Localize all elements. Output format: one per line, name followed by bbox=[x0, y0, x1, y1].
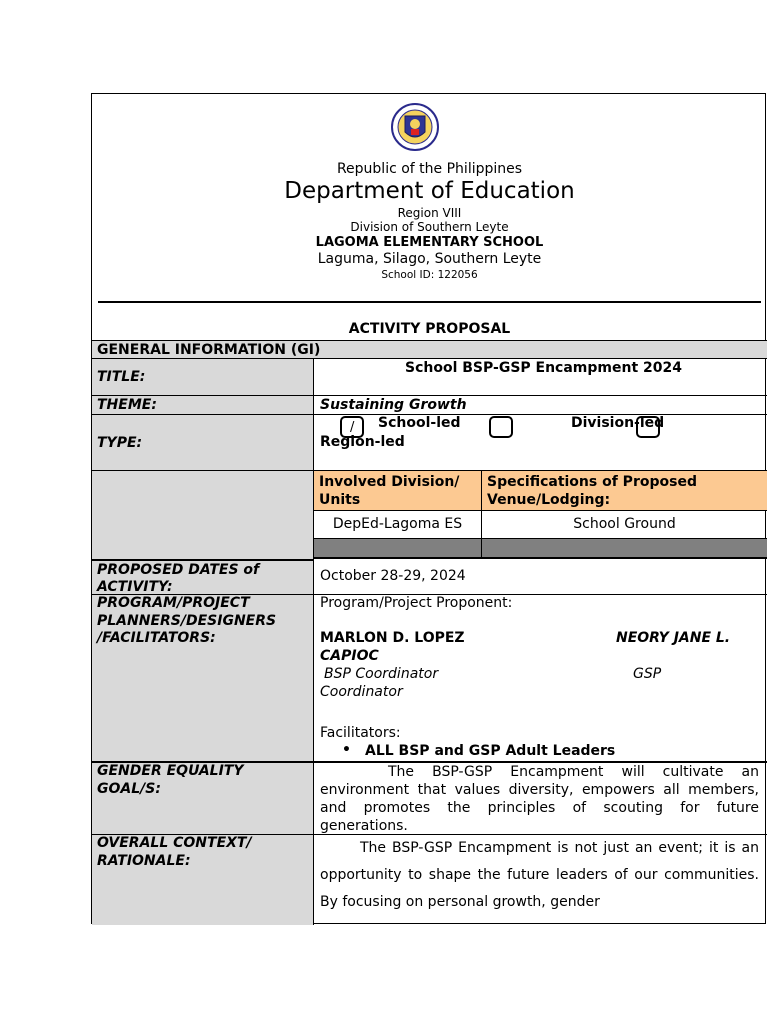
school-id: School ID: 122056 bbox=[381, 269, 478, 281]
proponent-role-2-cont: Coordinator bbox=[320, 684, 403, 700]
division-led-checkbox[interactable] bbox=[489, 416, 513, 438]
proponent-name-2-cont: CAPIOC bbox=[320, 648, 379, 664]
type-options bbox=[314, 415, 767, 471]
involved-units-header: Involved Division/ Units bbox=[314, 471, 482, 511]
facilitators-label: Facilitators: bbox=[320, 725, 401, 741]
school-led-label: School-led bbox=[378, 415, 461, 431]
proponent-name-1: MARLON D. LOPEZ bbox=[320, 630, 465, 646]
involved-subtable bbox=[314, 471, 767, 560]
planners-value bbox=[314, 595, 767, 762]
proponent-label: Program/Project Proponent: bbox=[320, 595, 513, 611]
deped-seal-icon bbox=[390, 102, 440, 152]
region-led-checkbox[interactable] bbox=[636, 416, 660, 438]
theme-value: Sustaining Growth bbox=[314, 396, 767, 415]
region-line: Region VIII bbox=[397, 206, 462, 220]
theme-label: THEME: bbox=[92, 396, 314, 415]
venue-value: School Ground bbox=[482, 511, 767, 539]
proponent-role-1: BSP Coordinator bbox=[324, 666, 439, 682]
republic-line: Republic of the Philippines bbox=[336, 161, 523, 177]
division-led-label: Division-led bbox=[571, 415, 665, 431]
document-page bbox=[91, 93, 766, 924]
involved-label-cell bbox=[92, 471, 314, 560]
dates-label: PROPOSED DATES of ACTIVITY: bbox=[92, 560, 314, 595]
title-value: School BSP-GSP Encampment 2024 bbox=[314, 359, 767, 396]
proponent-name-2: NEORY JANE L. bbox=[616, 630, 731, 646]
document-title: ACTIVITY PROPOSAL bbox=[348, 321, 511, 337]
gender-label: GENDER EQUALITY GOAL/S: bbox=[92, 762, 314, 835]
dates-value: October 28-29, 2024 bbox=[314, 560, 767, 595]
general-info-label: GENERAL INFORMATION (GI) bbox=[97, 342, 321, 358]
involved-units-value: DepEd-Lagoma ES bbox=[314, 511, 482, 539]
subtable-gray-cell-2 bbox=[482, 539, 767, 559]
region-led-label: Region-led bbox=[320, 434, 405, 450]
header-divider bbox=[98, 301, 761, 303]
bullet-icon: • bbox=[342, 742, 351, 758]
letterhead bbox=[92, 94, 767, 339]
title-label: TITLE: bbox=[92, 359, 314, 396]
rationale-value: The BSP-GSP Encampment is not just an event; it is an opportunity to shape the future leaders of our communities. By focusing on personal growth, gender bbox=[320, 840, 759, 910]
division-line: Division of Southern Leyte bbox=[350, 220, 509, 234]
gender-value: The BSP-GSP Encampment will cultivate an environment that values diversity, empowers all members, and promotes the principles of scouting for future generations. bbox=[314, 762, 767, 835]
department-name: Department of Education bbox=[284, 178, 575, 204]
planners-label: PROGRAM/PROJECT PLANNERS/DESIGNERS /FACILITATORS: bbox=[92, 595, 314, 762]
type-label: TYPE: bbox=[92, 415, 314, 471]
proponent-role-2: GSP bbox=[633, 666, 662, 682]
school-name: LAGOMA ELEMENTARY SCHOOL bbox=[315, 235, 544, 250]
general-info-heading bbox=[92, 340, 767, 359]
check-mark: / bbox=[350, 420, 355, 435]
venue-header: Specifications of Proposed Venue/Lodging: bbox=[482, 471, 767, 511]
school-address: Laguma, Silago, Southern Leyte bbox=[317, 251, 542, 267]
rationale-label: OVERALL CONTEXT/ RATIONALE: bbox=[92, 835, 314, 925]
facilitators-item: ALL BSP and GSP Adult Leaders bbox=[365, 743, 616, 759]
subtable-gray-cell-1 bbox=[314, 539, 482, 559]
